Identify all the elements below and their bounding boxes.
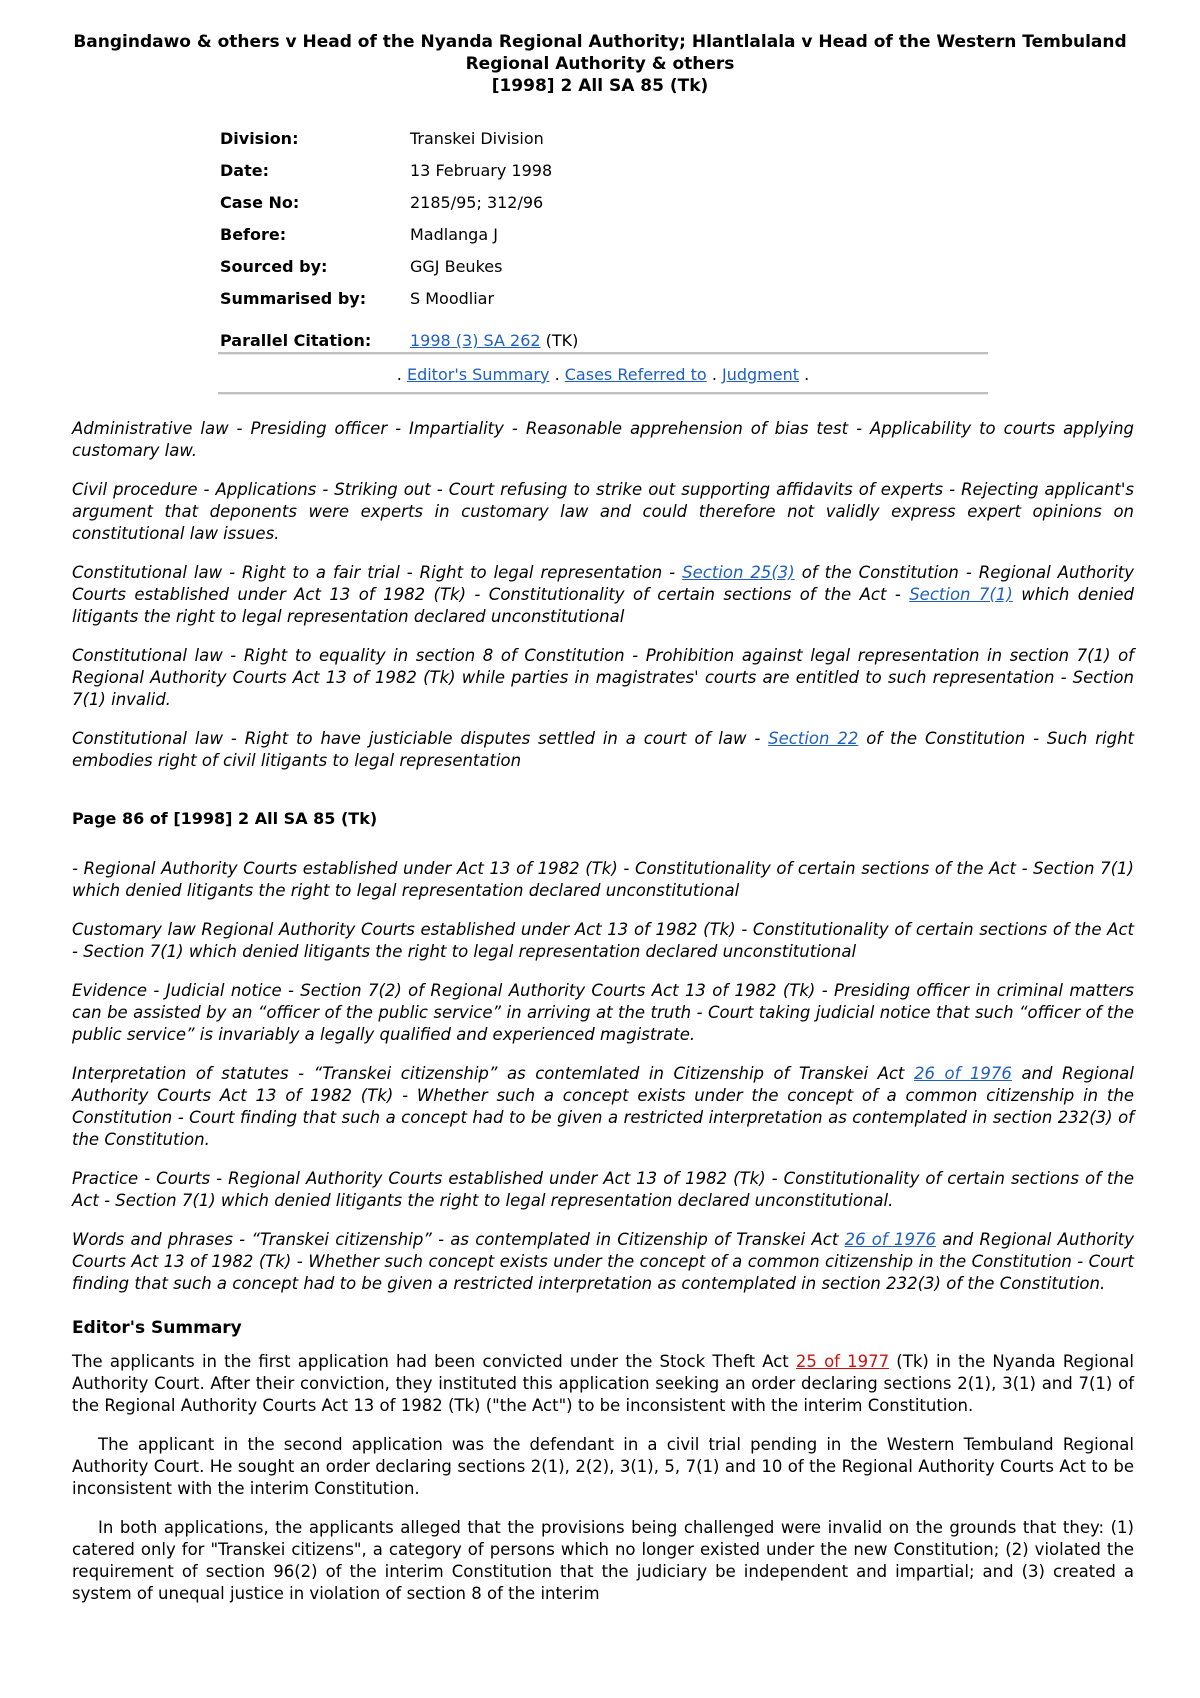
case-no-label: Case No:	[220, 193, 300, 212]
keyword-evidence: Evidence - Judicial notice - Section 7(2) of Regional Authority Courts Act 13 of 1982 (Tk) - Presiding officer in criminal matters can be assisted by an “officer of the public service” in arriving at the truth - Court taking judicial notice that such “officer of the public service” is invariably a legally qualified and experienced magistrate.	[72, 981, 1134, 1044]
keyword-administrative-law: Administrative law - Presiding officer - Impartiality - Reasonable apprehension of bias test - Applicability to courts applying customary law.	[72, 419, 1134, 460]
editors-summary-heading: Editor's Summary	[72, 1318, 242, 1338]
nav-judgment-link[interactable]: Judgment	[722, 365, 800, 384]
keyword-constitutional-fair-trial	[72, 562, 1134, 628]
case-title-line-2: Regional Authority & others	[465, 54, 735, 74]
case-citation: [1998] 2 All SA 85 (Tk)	[491, 76, 709, 96]
keyword-text: Words and phrases - “Transkei citizenship” - as contemplated in Citizenship of Transkei Act	[72, 1230, 845, 1249]
document-body	[72, 418, 1134, 1622]
act-26-of-1976-link[interactable]: 26 of 1976	[844, 1230, 936, 1249]
section-7-1-link[interactable]: Section 7(1)	[909, 585, 1013, 604]
meta-date	[220, 161, 990, 193]
keyword-text: and Regional Authority Courts Act 13 of 1982 (Tk) - Whether such concept exists under the concept of a common citizenship in the Constitution - Court finding that such a concept had to be given a restricted interpretation as contemplated in section 232(3) of the Constitution.	[72, 1230, 1134, 1293]
keyword-interpretation-of-statutes	[72, 1063, 1134, 1151]
summarised-by-value: S Moodliar	[410, 289, 495, 308]
nav-editors-summary-link[interactable]: Editor's Summary	[406, 365, 550, 384]
before-label: Before:	[220, 225, 287, 244]
date-label: Date:	[220, 161, 269, 180]
case-metadata	[220, 129, 990, 355]
keyword-practice: Practice - Courts - Regional Authority Courts established under Act 13 of 1982 (Tk) - Constitutionality of certain sections of the Act - Section 7(1) which denied litigants the right to legal representation declared unconstitutional.	[72, 1169, 1134, 1210]
keyword-words-and-phrases	[72, 1229, 1134, 1295]
keyword-regional-authority-courts: - Regional Authority Courts established under Act 13 of 1982 (Tk) - Constitutionality of certain sections of the Act - Section 7(1) which denied litigants the right to legal representation declared unconstitutional	[72, 859, 1134, 900]
summary-text: The applicants in the first application had been convicted under the Stock Theft Act	[72, 1352, 796, 1371]
parallel-citation-label: Parallel Citation:	[220, 331, 372, 350]
summary-paragraph-1	[72, 1351, 1134, 1417]
nav-cases-referred-link[interactable]: Cases Referred to	[564, 365, 707, 384]
parallel-citation-link[interactable]: 1998 (3) SA 262	[410, 331, 541, 350]
meta-case-no	[220, 193, 990, 225]
section-25-3-link[interactable]: Section 25(3)	[682, 563, 795, 582]
keyword-text: Constitutional law - Right to have justiciable disputes settled in a court of law -	[72, 729, 769, 748]
summarised-by-label: Summarised by:	[220, 289, 367, 308]
keyword-text: of the Constitution - Such right embodies right of civil litigants to legal representation	[72, 729, 1135, 770]
keyword-text: of the Constitution - Regional Authority Courts established under Act 13 of 1982 (Tk) - Constitutionality of certain sections of the Act -	[72, 563, 1134, 604]
keyword-text: Interpretation of statutes - “Transkei citizenship” as contemlated in Citizenship of Transkei Act	[72, 1064, 914, 1083]
division-value: Transkei Division	[410, 129, 544, 148]
before-value: Madlanga J	[410, 225, 498, 244]
section-nav	[218, 365, 988, 384]
summary-text: (Tk) in the Nyanda Regional Authority Court. After their conviction, they instituted this application seeking an order declaring sections 2(1), 3(1) and 7(1) of the Regional Authority Courts Act 13 of 1982 (Tk) ("the Act") to be inconsistent with the interim Constitution.	[72, 1352, 1135, 1415]
meta-before	[220, 225, 990, 257]
meta-division	[220, 129, 990, 161]
case-no-value: 2185/95; 312/96	[410, 193, 544, 212]
keyword-text: Constitutional law - Right to a fair trial - Right to legal representation -	[72, 563, 683, 582]
case-title	[60, 31, 1140, 97]
division-label: Division:	[220, 129, 299, 148]
meta-sourced-by	[220, 257, 990, 289]
summary-paragraph-3: In both applications, the applicants alleged that the provisions being challenged were invalid on the grounds that they: (1) catered only for "Transkei citizens", a category of persons which no longer existed under the new Constitution; (2) violated the requirement of section 96(2) of the interim Constitution that the judiciary be independent and impartial; and (3) created a system of unequal justice in violation of section 8 of the interim	[72, 1518, 1134, 1603]
nav-separator: .	[396, 365, 402, 384]
page-marker: Page 86 of [1998] 2 All SA 85 (Tk)	[72, 809, 378, 828]
nav-separator: .	[711, 365, 717, 384]
parallel-citation-value	[410, 331, 578, 350]
sourced-by-value: GGJ Beukes	[410, 257, 503, 276]
meta-summarised-by	[220, 289, 990, 321]
section-22-link[interactable]: Section 22	[768, 729, 859, 748]
nav-separator: .	[804, 365, 810, 384]
act-26-of-1976-link[interactable]: 26 of 1976	[913, 1064, 1012, 1083]
case-title-line-1: Bangindawo & others v Head of the Nyanda Regional Authority; Hlantlalala v Head of the Western Tembuland	[73, 32, 1127, 52]
nav-divider-bottom	[218, 392, 988, 395]
keyword-text: and Regional Authority Courts Act 13 of 1982 (Tk) - Whether such a concept exists under the concept of a common citizenship in the Constitution - Court finding that such a concept had to be given a restricted interpretation as contemplated in section 232(3) of the Constitution.	[72, 1064, 1134, 1149]
nav-divider-top	[218, 352, 988, 355]
keyword-civil-procedure: Civil procedure - Applications - Striking out - Court refusing to strike out supporting affidavits of experts - Rejecting applicant's argument that deponents were experts in customary law and could therefore not validly express expert opinions on constitutional law issues.	[72, 480, 1134, 543]
keyword-customary-law: Customary law Regional Authority Courts established under Act 13 of 1982 (Tk) - Constitutionality of certain sections of the Act - Section 7(1) which denied litigants the right to legal representation declared unconstitutional	[72, 920, 1134, 961]
keyword-constitutional-equality: Constitutional law - Right to equality in section 8 of Constitution - Prohibition against legal representation in section 7(1) of Regional Authority Courts Act 13 of 1982 (Tk) while parties in magistrates' courts are entitled to such representation - Section 7(1) invalid.	[72, 646, 1134, 709]
act-25-of-1977-link[interactable]: 25 of 1977	[795, 1352, 890, 1371]
parallel-citation-suffix: (TK)	[540, 331, 579, 350]
nav-separator: .	[554, 365, 560, 384]
summary-paragraph-2: The applicant in the second application was the defendant in a civil trial pending in the Western Tembuland Regional Authority Court. He sought an order declaring sections 2(1), 2(2), 3(1), 5, 7(1) and 10 of the Regional Authority Courts Act to be inconsistent with the interim Constitution.	[72, 1435, 1134, 1498]
date-value: 13 February 1998	[410, 161, 553, 180]
sourced-by-label: Sourced by:	[220, 257, 328, 276]
keyword-constitutional-justiciable	[72, 728, 1134, 772]
keyword-text: which denied litigants the right to legal representation declared unconstitutional	[72, 585, 1134, 626]
